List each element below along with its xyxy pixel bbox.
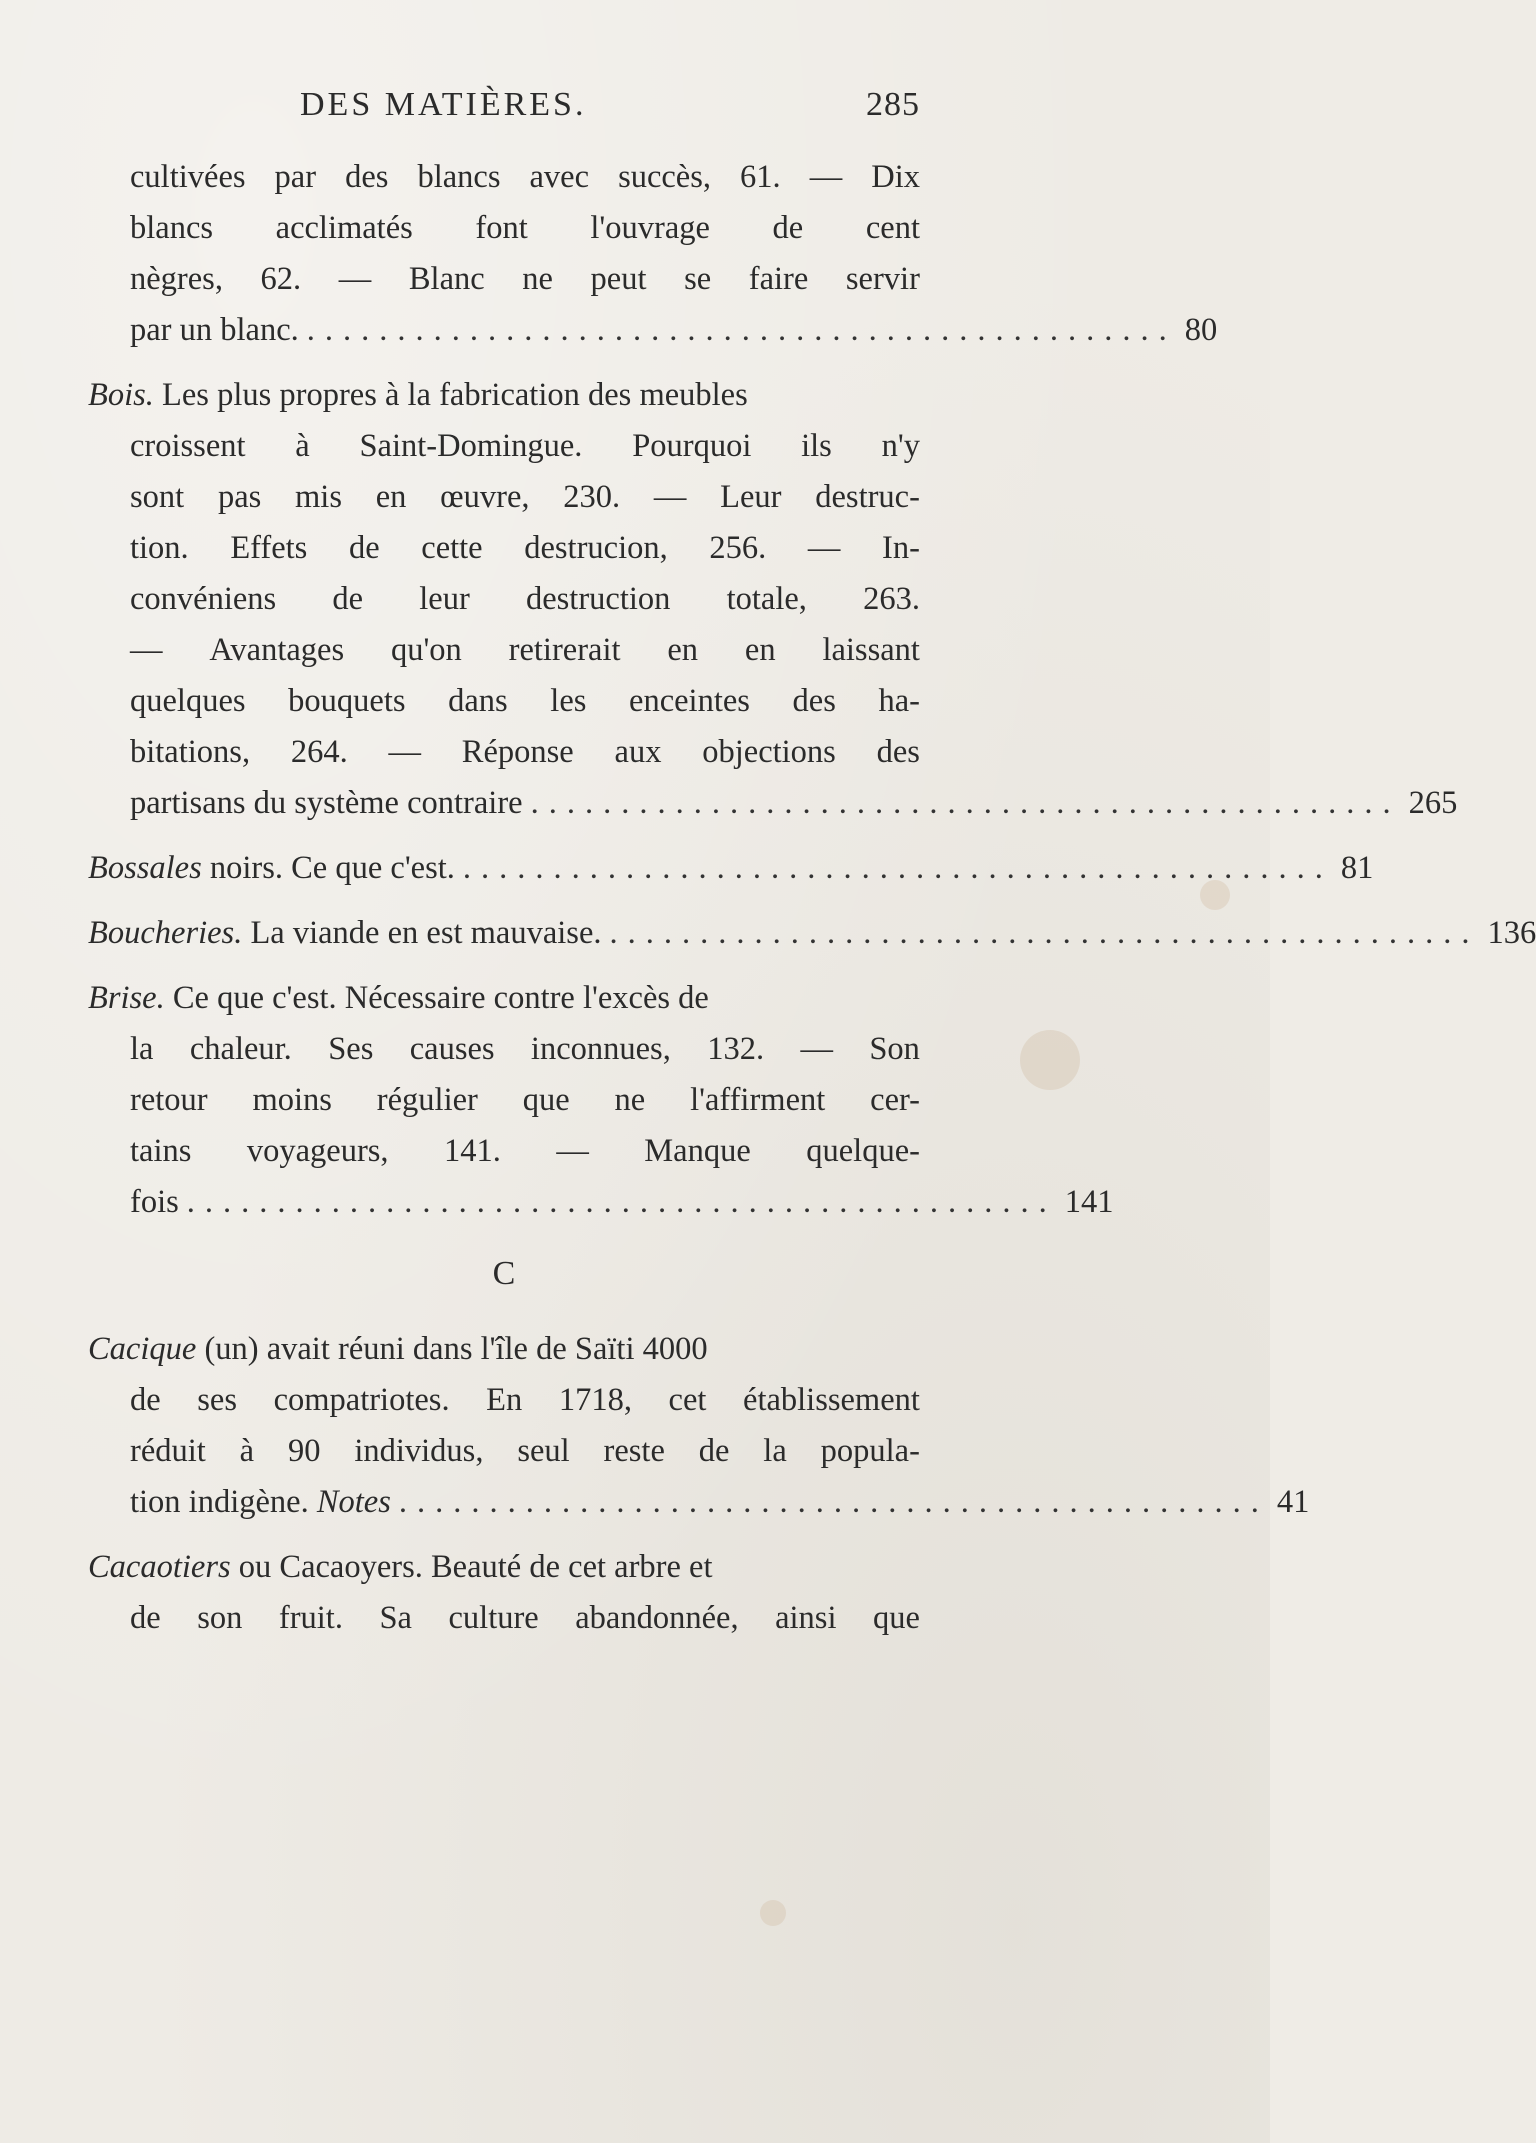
section-letter: C	[492, 1255, 516, 1292]
text-line	[88, 152, 920, 203]
entry-text: Les plus propres à la fabrication des meubles	[162, 377, 748, 413]
word: enceintes	[629, 683, 750, 719]
word: des	[345, 159, 389, 195]
entry-line-content	[88, 370, 748, 421]
word: à	[239, 1433, 255, 1469]
word: des	[792, 683, 836, 719]
word: acclimatés	[275, 210, 413, 246]
word: pas	[217, 479, 262, 515]
word: leur	[419, 581, 470, 617]
word: 132.	[707, 1031, 765, 1067]
word: peut	[590, 261, 647, 297]
entry-line-content	[130, 1477, 391, 1528]
word: ha-	[878, 683, 920, 719]
text-line-with-page-ref	[88, 778, 1458, 829]
text-line	[88, 1075, 920, 1126]
word: mis	[295, 479, 342, 515]
word: moins	[252, 1082, 332, 1118]
word: son	[197, 1600, 243, 1636]
word: abandonnée,	[575, 1600, 739, 1636]
dot-leader: ................................................	[609, 915, 1480, 951]
word: tion.	[130, 530, 189, 566]
word: chaleur.	[189, 1031, 292, 1067]
word: totale,	[726, 581, 807, 617]
text-line	[88, 472, 920, 523]
word: de	[332, 581, 364, 617]
page-stain	[1020, 1030, 1080, 1090]
page-stain	[760, 1900, 786, 1926]
word: servir	[845, 261, 920, 297]
word: faire	[748, 261, 809, 297]
text-line-with-page-ref	[88, 1477, 1310, 1528]
word: Dix	[871, 159, 920, 195]
index-entry-brise	[88, 973, 1114, 1228]
word: Réponse	[461, 734, 574, 770]
word: ainsi	[775, 1600, 837, 1636]
text-line	[88, 421, 920, 472]
word: —	[130, 632, 163, 668]
index-entry	[88, 152, 1218, 356]
word: laissant	[822, 632, 920, 668]
word: en	[375, 479, 407, 515]
word: —	[388, 734, 422, 770]
word: des	[876, 734, 920, 770]
word: de	[348, 530, 380, 566]
page-ref: 80	[1184, 312, 1218, 348]
text-line	[88, 1324, 920, 1375]
entry-line-content	[88, 843, 455, 894]
page-ref: 81	[1340, 850, 1374, 886]
word: 90	[287, 1433, 321, 1469]
word: œuvre,	[440, 479, 530, 515]
word: cette	[421, 530, 483, 566]
word: ses	[197, 1382, 237, 1418]
text-line-with-page-ref	[88, 908, 1536, 959]
page-ref: 41	[1276, 1484, 1310, 1520]
entry-headword: Bossales	[88, 850, 202, 886]
word: de	[130, 1600, 161, 1636]
word: que	[522, 1082, 570, 1118]
word: qu'on	[390, 632, 462, 668]
text-line	[88, 1126, 920, 1177]
text-line	[88, 676, 920, 727]
text-line	[88, 727, 920, 778]
entry-headword: Cacaotiers	[88, 1549, 231, 1585]
dot-leader: ................................................	[530, 785, 1401, 821]
word: —	[653, 479, 687, 515]
dot-leader: ................................................	[306, 312, 1177, 348]
word: n'y	[881, 428, 920, 464]
text-line-with-page-ref	[88, 843, 1374, 894]
word: par	[274, 159, 317, 195]
word: En	[486, 1382, 523, 1418]
word: Avantages	[209, 632, 345, 668]
word: Pourquoi	[632, 428, 752, 464]
word: quelques	[130, 683, 246, 719]
word: établissement	[743, 1382, 920, 1418]
word: succès,	[618, 159, 712, 195]
entry-line-content	[88, 908, 602, 959]
word: In-	[882, 530, 920, 566]
word: destruc-	[815, 479, 920, 515]
word: régulier	[376, 1082, 478, 1118]
text-line	[88, 1024, 920, 1075]
word: Manque	[644, 1133, 751, 1169]
word: la	[763, 1433, 787, 1469]
word: en	[744, 632, 776, 668]
page-ref: 136	[1487, 915, 1536, 951]
word: reste	[603, 1433, 665, 1469]
word: tains	[130, 1133, 192, 1169]
entry-text: partisans du système contraire	[130, 785, 523, 821]
word: cent	[865, 210, 920, 246]
word: fruit.	[278, 1600, 343, 1636]
notes-label: Notes	[316, 1484, 391, 1520]
word: seul	[517, 1433, 570, 1469]
word: de	[772, 210, 804, 246]
word: se	[684, 261, 712, 297]
entry-text: (un) avait réuni dans l'île de Saïti 4000	[204, 1331, 708, 1367]
word: ne	[614, 1082, 646, 1118]
entry-line-content	[88, 973, 709, 1024]
word: 263.	[863, 581, 920, 617]
text-line-with-page-ref	[88, 1177, 1114, 1228]
entry-headword: Cacique	[88, 1331, 197, 1367]
word: blancs	[417, 159, 501, 195]
entry-text: fois	[130, 1184, 179, 1220]
word: l'ouvrage	[590, 210, 710, 246]
word: popula-	[820, 1433, 920, 1469]
header-title: DES MATIÈRES.	[300, 86, 587, 123]
entry-headword: Boucheries.	[88, 915, 243, 951]
word: —	[807, 530, 841, 566]
text-line	[88, 1593, 920, 1644]
word: —	[800, 1031, 833, 1067]
word: réduit	[130, 1433, 206, 1469]
word: destruction	[525, 581, 671, 617]
entry-headword: Bois.	[88, 377, 154, 413]
word: ils	[801, 428, 832, 464]
word: cultivées	[130, 159, 246, 195]
word: Leur	[720, 479, 782, 515]
word: avec	[529, 159, 590, 195]
word: —	[809, 159, 843, 195]
word: de	[130, 1382, 161, 1418]
word: voyageurs,	[246, 1133, 389, 1169]
text-line	[88, 254, 920, 305]
word: bitations,	[130, 734, 251, 770]
word: dans	[448, 683, 508, 719]
word: objections	[702, 734, 836, 770]
word: ne	[522, 261, 553, 297]
page-ref: 141	[1064, 1184, 1114, 1220]
word: culture	[448, 1600, 539, 1636]
word: retirerait	[508, 632, 621, 668]
word: aux	[614, 734, 662, 770]
entry-text: ou Cacaoyers. Beauté de cet arbre et	[238, 1549, 713, 1585]
word: Sa	[379, 1600, 412, 1636]
word: en	[667, 632, 699, 668]
text-line-with-page-ref	[88, 305, 1218, 356]
index-entry-bossales	[88, 843, 1374, 894]
word: Saint-Domingue.	[359, 428, 583, 464]
word: bouquets	[288, 683, 406, 719]
index-entry-cacique	[88, 1324, 1310, 1528]
word: quelque-	[806, 1133, 920, 1169]
word: cet	[668, 1382, 707, 1418]
text-line	[88, 203, 920, 254]
entry-line-content	[88, 1324, 708, 1375]
entry-text: noirs. Ce que c'est.	[209, 850, 455, 886]
dot-leader: ................................................	[462, 850, 1333, 886]
word: compatriotes.	[273, 1382, 450, 1418]
word: —	[556, 1133, 589, 1169]
word: convéniens	[130, 581, 277, 617]
word: Son	[869, 1031, 920, 1067]
index-entry-boucheries	[88, 908, 1536, 959]
word: retour	[130, 1082, 208, 1118]
word: nègres,	[130, 261, 223, 297]
text-line	[88, 1375, 920, 1426]
text-line	[88, 574, 920, 625]
word: 61.	[740, 159, 781, 195]
word: causes	[409, 1031, 495, 1067]
word: 264.	[290, 734, 348, 770]
index-entry-bois	[88, 370, 1458, 829]
text-line	[88, 370, 920, 421]
word: sont	[130, 479, 185, 515]
word: blancs	[130, 210, 214, 246]
text-line	[88, 1426, 920, 1477]
word: font	[475, 210, 528, 246]
text-line	[88, 625, 920, 676]
word: inconnues,	[530, 1031, 671, 1067]
word: —	[338, 261, 372, 297]
page-number: 285	[866, 86, 920, 123]
entry-line-content	[88, 1542, 712, 1593]
word: 256.	[709, 530, 767, 566]
entry-text: Ce que c'est. Nécessaire contre l'excès de	[172, 980, 709, 1016]
word: Ses	[328, 1031, 374, 1067]
entry-text: tion indigène.	[130, 1484, 309, 1520]
dot-leader: ................................................	[186, 1184, 1057, 1220]
word: l'affirment	[690, 1082, 826, 1118]
text-line	[88, 973, 920, 1024]
entry-text: La viande en est mauvaise.	[250, 915, 602, 951]
word: la	[130, 1031, 154, 1067]
entry-headword: Brise.	[88, 980, 165, 1016]
word: 62.	[260, 261, 302, 297]
word: individus,	[354, 1433, 484, 1469]
running-header	[300, 86, 920, 134]
word: Effets	[230, 530, 308, 566]
word: 230.	[563, 479, 621, 515]
page-ref: 265	[1408, 785, 1458, 821]
word: croissent	[130, 428, 246, 464]
entry-text: par un blanc.	[130, 312, 299, 348]
text-line	[88, 1542, 920, 1593]
index-text	[88, 152, 1536, 1658]
word: cer-	[870, 1082, 920, 1118]
text-line	[88, 523, 920, 574]
word: de	[698, 1433, 730, 1469]
word: 1718,	[558, 1382, 632, 1418]
word: à	[295, 428, 310, 464]
word: 141.	[444, 1133, 501, 1169]
word: Blanc	[408, 261, 485, 297]
word: que	[873, 1600, 920, 1636]
word: les	[550, 683, 587, 719]
dot-leader: ................................................	[398, 1484, 1269, 1520]
index-entry-cacaotiers	[88, 1542, 920, 1644]
word: destrucion,	[524, 530, 668, 566]
